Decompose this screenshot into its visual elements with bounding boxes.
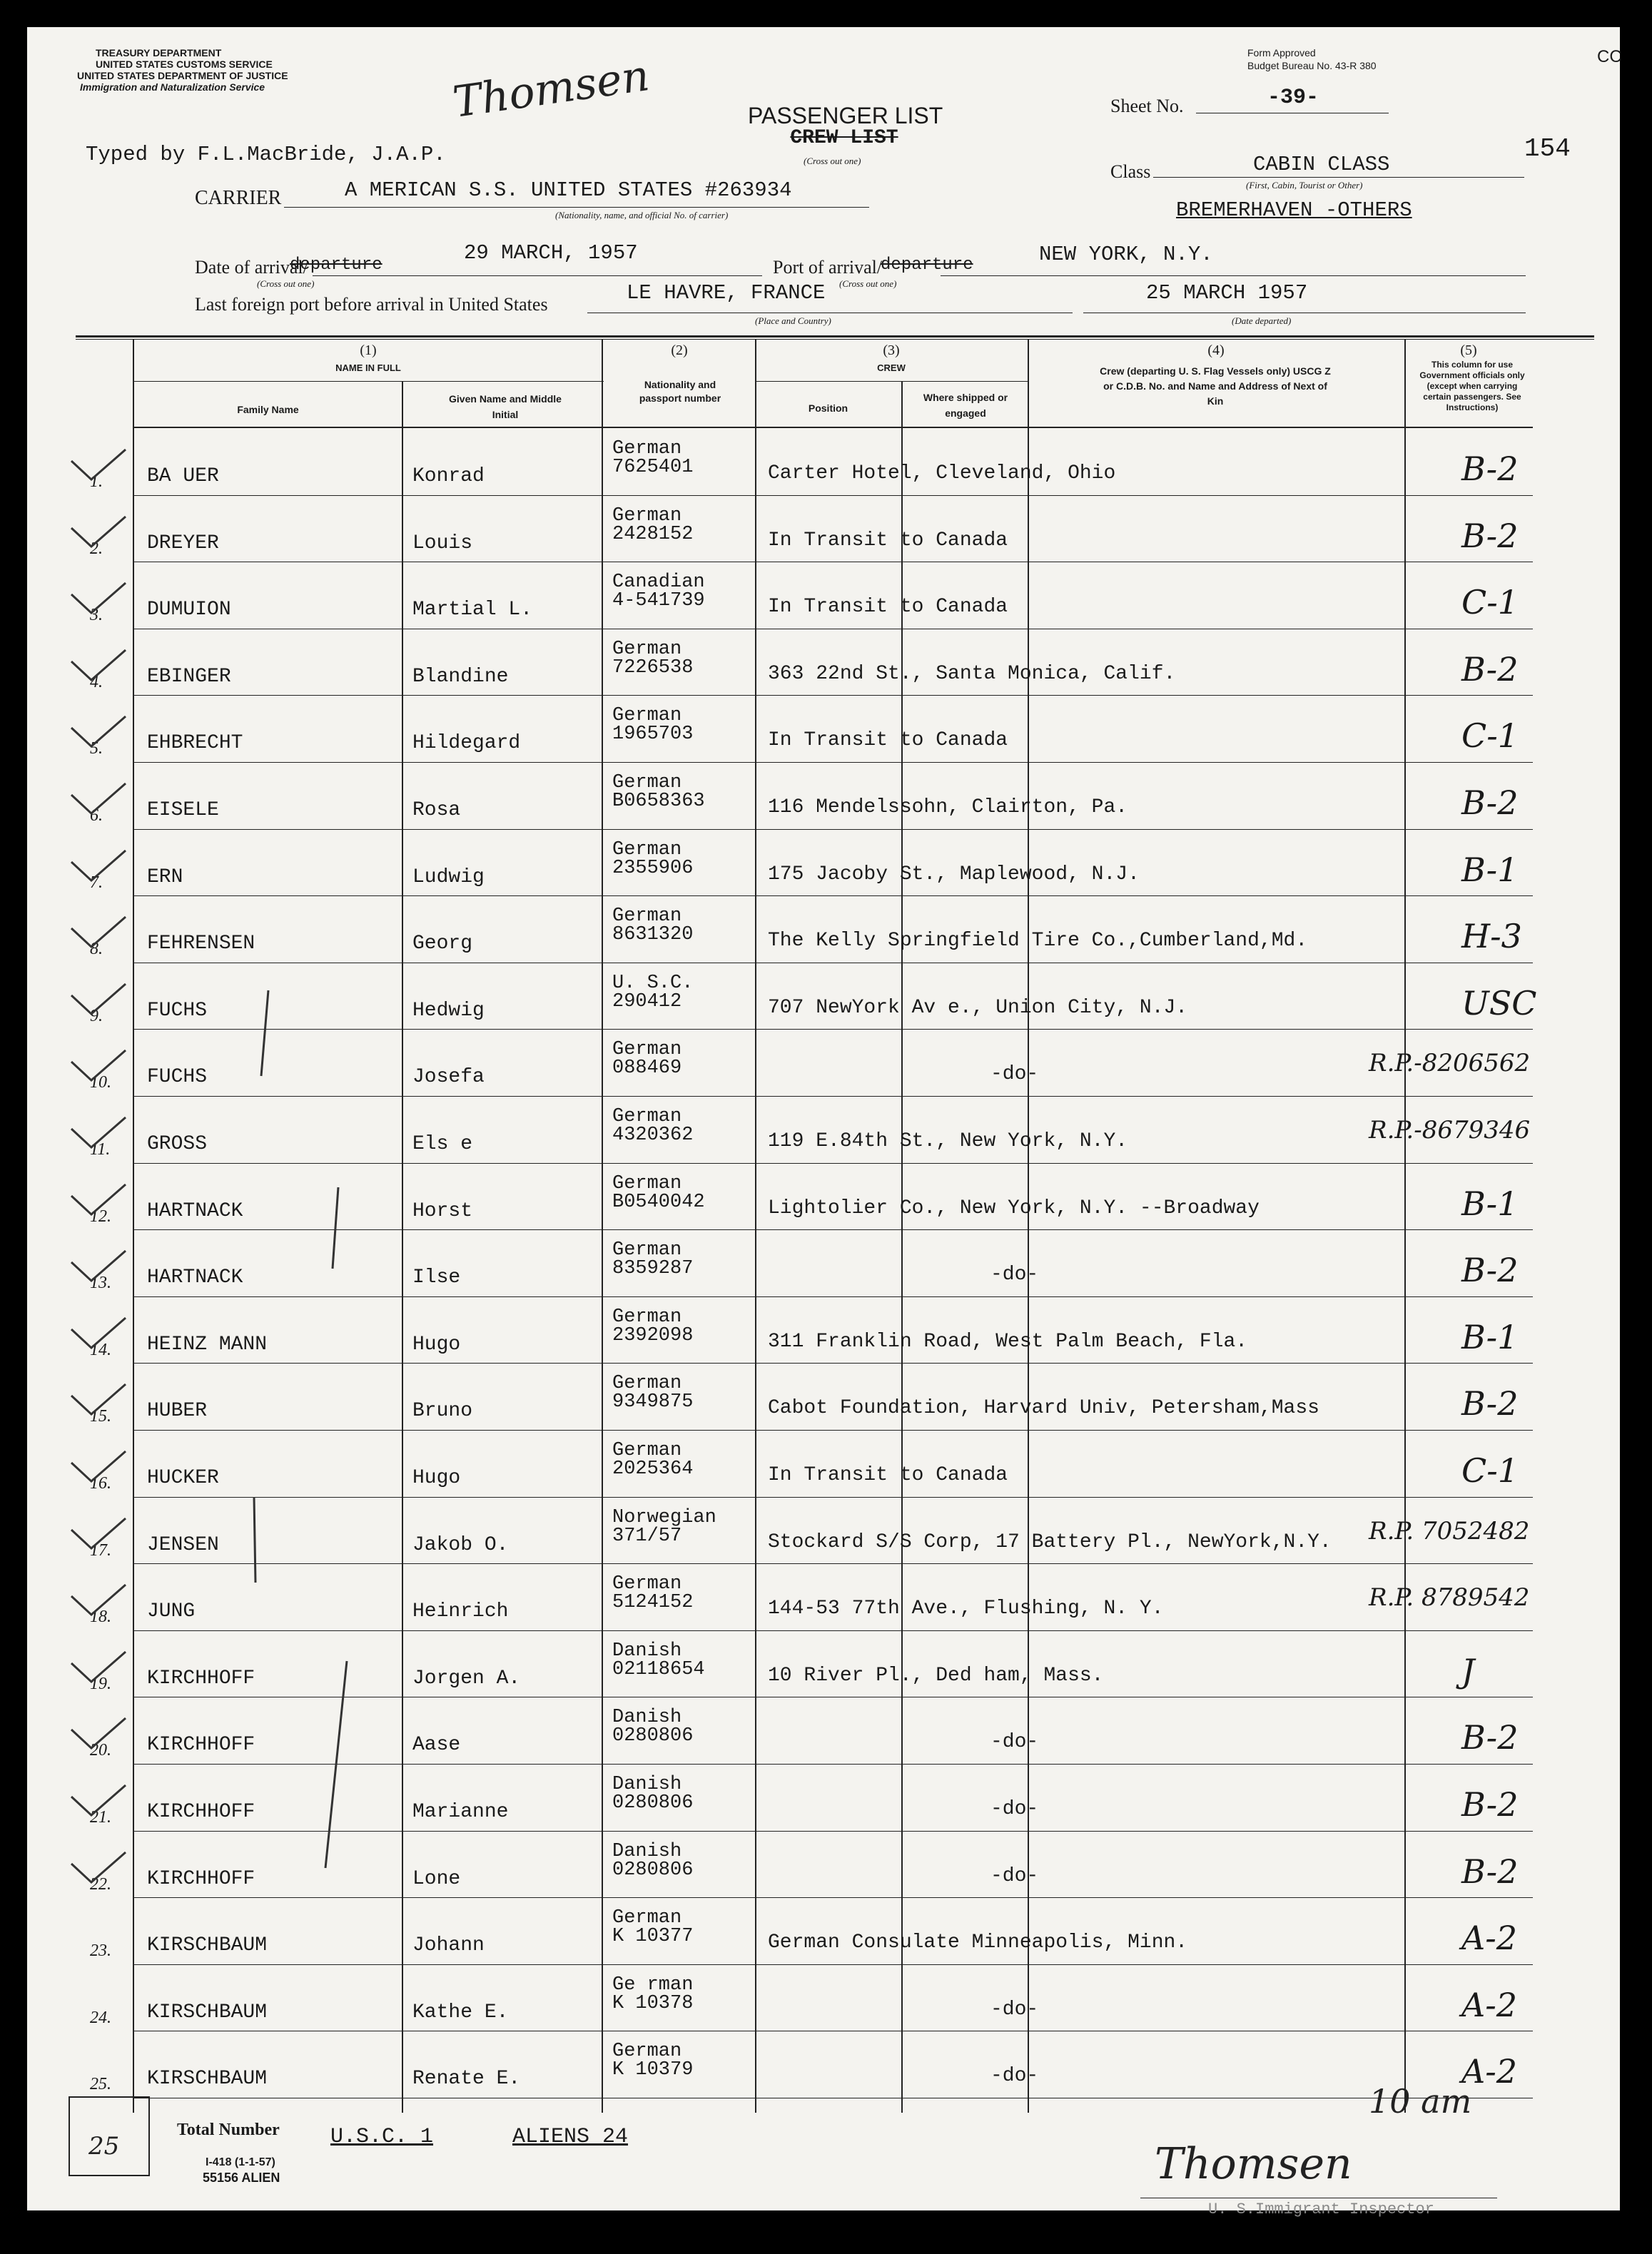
row-number: 3.	[90, 606, 103, 625]
row-number: 2.	[90, 539, 103, 558]
pencil-marks	[27, 27, 1620, 2210]
row-number: 14.	[90, 1340, 111, 1359]
pencil-tick	[254, 1497, 255, 1583]
given-name: Renate E.	[412, 2068, 521, 2091]
passport-number: 0280806	[612, 1859, 694, 1881]
passport-number: K 10379	[612, 2059, 694, 2081]
address: Stockard S/S Corp, 17 Battery Pl., NewYork,N.Y.	[768, 1530, 1332, 1553]
col4-title: Crew (departing U. S. Flag Vessels only) USCG Z or C.D.B. No. and Name and Address of Next of Kin	[1100, 365, 1331, 407]
family-name: KIRSCHBAUM	[147, 1934, 268, 1957]
nationality: Ge rman	[612, 1974, 694, 1996]
family-name: KIRCHHOFF	[147, 1734, 255, 1757]
admission-code: B-2	[1461, 649, 1519, 689]
admission-code: USC	[1461, 983, 1537, 1022]
col-where-shipped: Where shipped or engaged	[923, 392, 1008, 419]
passenger-list-sheet	[27, 27, 1622, 2218]
given-name: Jorgen A.	[412, 1667, 521, 1690]
admission-code: A-2	[1461, 1985, 1518, 2024]
given-name: Josefa	[412, 1066, 485, 1089]
class-value: CABIN CLASS	[1253, 153, 1390, 176]
passport-number: 2355906	[612, 857, 694, 879]
col-family-name: Family Name	[237, 404, 299, 415]
row-number: 20.	[90, 1741, 111, 1760]
row-number: 12.	[90, 1207, 111, 1226]
given-name: Aase	[412, 1734, 461, 1757]
given-name: Ilse	[412, 1266, 461, 1289]
last-port-label: Last foreign port before arrival in United States	[195, 294, 548, 315]
row-number: 15.	[90, 1407, 111, 1426]
given-name: Els e	[412, 1133, 473, 1155]
passport-number: 2392098	[612, 1324, 694, 1346]
last-port-caption: (Place and Country)	[755, 315, 831, 326]
given-name: Konrad	[412, 465, 485, 487]
arrival-label: Date of arrival/	[195, 257, 308, 278]
typed-by: Typed by F.L.MacBride, J.A.P.	[86, 143, 446, 166]
address-ditto: -do-	[990, 1998, 1039, 2021]
nationality: German	[612, 1106, 682, 1127]
nationality: German	[612, 705, 682, 727]
given-name: Jakob O.	[412, 1533, 509, 1556]
family-name: DREYER	[147, 532, 219, 554]
given-name: Heinrich	[412, 1600, 509, 1623]
passport-number: 8359287	[612, 1258, 694, 1280]
given-name: Rosa	[412, 799, 461, 821]
carrier-label: CARRIER	[195, 187, 282, 209]
row-number: 6.	[90, 806, 103, 825]
time-note: 10 am	[1369, 2082, 1472, 2121]
row-number: 16.	[90, 1474, 111, 1493]
row-number: 1.	[90, 472, 103, 491]
nationality: German	[612, 2041, 682, 2063]
address: 119 E.84th St., New York, N.Y.	[768, 1130, 1128, 1152]
form-approved: Form Approved	[1247, 47, 1316, 59]
given-name: Georg	[412, 933, 473, 955]
address: In Transit to Canada	[768, 729, 1008, 752]
family-name: HUBER	[147, 1400, 208, 1423]
nationality: U. S.C.	[612, 972, 694, 994]
class-caption: (First, Cabin, Tourist or Other)	[1246, 180, 1363, 191]
passport-number: 4320362	[612, 1125, 694, 1146]
admission-code: C-1	[1461, 716, 1519, 756]
row-number: 25.	[90, 2075, 111, 2094]
passport-number: 0280806	[612, 1725, 694, 1747]
group-note: BREMERHAVEN -OTHERS	[1176, 198, 1412, 222]
nationality: German	[612, 1573, 682, 1595]
address: 363 22nd St., Santa Monica, Calif.	[768, 662, 1176, 685]
family-name: KIRSCHBAUM	[147, 2068, 268, 2091]
admission-code: J	[1461, 1651, 1475, 1690]
passport-number: 2025364	[612, 1458, 694, 1480]
row-number: 8.	[90, 940, 103, 959]
agency-line: UNITED STATES DEPARTMENT OF JUSTICE	[77, 70, 288, 81]
form-title-struck: CREW LIST	[790, 127, 898, 149]
nationality: Danish	[612, 1707, 682, 1729]
nationality: Canadian	[612, 572, 705, 594]
col-given-name: Given Name and Middle Initial	[449, 393, 562, 420]
family-name: ERN	[147, 865, 183, 888]
given-name: Kathe E.	[412, 2001, 509, 2024]
admission-code: C-1	[1461, 583, 1519, 622]
address: 116 Mendelssohn, Clairton, Pa.	[768, 796, 1128, 818]
arrival-struck: departure	[290, 255, 382, 275]
col4-number: (4)	[1207, 342, 1225, 358]
signature-top: Thomsen	[450, 51, 653, 128]
family-name: HARTNACK	[147, 1199, 243, 1222]
family-name: KIRCHHOFF	[147, 1667, 255, 1690]
row-number: 5.	[90, 739, 103, 758]
nationality: German	[612, 1039, 682, 1061]
row-number: 19.	[90, 1674, 111, 1693]
admission-code: B-2	[1461, 516, 1519, 555]
admission-code: B-2	[1461, 1852, 1519, 1891]
row-number: 21.	[90, 1808, 111, 1827]
passport-number: 8631320	[612, 924, 694, 946]
last-port-value: LE HAVRE, FRANCE	[627, 281, 826, 305]
total-usc: U.S.C. 1	[330, 2125, 434, 2149]
given-name: Martial L.	[412, 599, 533, 621]
passport-number: K 10378	[612, 1992, 694, 2014]
family-name: KIRSCHBAUM	[147, 2001, 268, 2024]
nationality: German	[612, 1440, 682, 1461]
nationality: Danish	[612, 1840, 682, 1862]
col1-title: NAME IN FULL	[335, 362, 401, 373]
admission-code: B-2	[1461, 1251, 1519, 1290]
row-number: 7.	[90, 873, 103, 892]
nationality: Danish	[612, 1640, 682, 1662]
given-name: Hugo	[412, 1467, 461, 1489]
given-name: Hildegard	[412, 732, 521, 755]
given-name: Blandine	[412, 665, 509, 688]
address: 144-53 77th Ave., Flushing, N. Y.	[768, 1598, 1164, 1620]
col3-number: (3)	[883, 342, 900, 358]
given-name: Louis	[412, 532, 473, 554]
address-ditto: -do-	[990, 1063, 1039, 1086]
family-name: DUMUION	[147, 599, 231, 621]
pencil-tick	[261, 990, 268, 1076]
form-title: PASSENGER LIST	[748, 103, 943, 128]
passport-number: K 10377	[612, 1926, 694, 1948]
family-name: HEINZ MANN	[147, 1333, 268, 1356]
row-number: 24.	[90, 2008, 111, 2027]
given-name: Johann	[412, 1934, 485, 1957]
arrival-caption: (Cross out one)	[257, 278, 315, 289]
agency-line: TREASURY DEPARTMENT	[96, 47, 222, 59]
admission-code: B-1	[1461, 850, 1519, 889]
passport-number: B0540042	[612, 1191, 705, 1213]
admission-code: A-2	[1461, 2052, 1518, 2091]
address-ditto: -do-	[990, 1731, 1039, 1754]
admission-code: R.P.-8679346	[1369, 1116, 1531, 1144]
admission-code: B-2	[1461, 783, 1519, 822]
address: 311 Franklin Road, West Palm Beach, Fla.	[768, 1330, 1248, 1353]
nationality: German	[612, 638, 682, 660]
address: Carter Hotel, Cleveland, Ohio	[768, 462, 1116, 484]
budget-bureau: Budget Bureau No. 43-R 380	[1247, 60, 1377, 71]
address: German Consulate Minneapolis, Minn.	[768, 1931, 1188, 1954]
address: 175 Jacoby St., Maplewood, N.J.	[768, 863, 1140, 885]
passport-number: 02118654	[612, 1658, 705, 1680]
passport-number: 088469	[612, 1057, 682, 1080]
col3-title: CREW	[877, 362, 906, 373]
col2-title: Nationality and passport number	[639, 379, 721, 404]
family-name: BA UER	[147, 465, 219, 487]
nationality: German	[612, 1172, 682, 1194]
page-number: 154	[1524, 134, 1571, 163]
given-name: Hedwig	[412, 999, 485, 1022]
carrier-caption: (Nationality, name, and official No. of carrier)	[555, 210, 729, 220]
admission-code: B-2	[1461, 1384, 1519, 1423]
total-label: Total Number	[177, 2121, 280, 2139]
family-name: EISELE	[147, 799, 219, 821]
inspector-signature: Thomsen	[1155, 2139, 1352, 2189]
address-ditto: -do-	[990, 1798, 1039, 1820]
address: In Transit to Canada	[768, 1464, 1008, 1486]
address: Cabot Foundation, Harvard Univ, Petersham,Mass	[768, 1397, 1319, 1420]
passport-number: 371/57	[612, 1525, 682, 1547]
address-ditto: -do-	[990, 2065, 1039, 2088]
title-caption: (Cross out one)	[804, 156, 861, 166]
col2-number: (2)	[671, 342, 688, 358]
given-name: Bruno	[412, 1400, 473, 1423]
col5-title: This column for use Government officials only (except when carrying certain passengers. See Instructions)	[1419, 360, 1525, 412]
admission-code: B-2	[1461, 450, 1519, 488]
given-name: Lone	[412, 1867, 461, 1890]
admission-code: B-1	[1461, 1317, 1519, 1356]
port-caption: (Cross out one)	[839, 278, 897, 289]
given-name: Ludwig	[412, 865, 485, 888]
given-name: Marianne	[412, 1801, 509, 1823]
nationality: Danish	[612, 1774, 682, 1795]
admission-code: R.P. 8789542	[1369, 1583, 1530, 1613]
col-position: Position	[808, 402, 848, 414]
family-name: FEHRENSEN	[147, 933, 255, 955]
row-number: 11.	[90, 1140, 111, 1159]
arrival-date: 29 MARCH, 1957	[464, 241, 638, 265]
given-name: Hugo	[412, 1333, 461, 1356]
given-name: Horst	[412, 1199, 473, 1222]
row-number: 9.	[90, 1006, 103, 1025]
admission-code: R.P. 7052482	[1369, 1516, 1530, 1545]
passport-number: 7226538	[612, 656, 694, 679]
family-name: FUCHS	[147, 1066, 208, 1089]
address: Lightolier Co., New York, N.Y. --Broadway	[768, 1197, 1260, 1219]
row-number: 4.	[90, 672, 103, 691]
family-name: KIRCHHOFF	[147, 1867, 255, 1890]
nationality: German	[612, 504, 682, 527]
nationality: German	[612, 772, 682, 793]
nationality: German	[612, 438, 682, 460]
nationality: Norwegian	[612, 1506, 716, 1528]
address: In Transit to Canada	[768, 529, 1008, 552]
total-aliens: ALIENS 24	[512, 2125, 629, 2149]
address-ditto: -do-	[990, 1264, 1039, 1286]
row-number: 10.	[90, 1073, 111, 1092]
passport-number: 290412	[612, 990, 682, 1012]
address: The Kelly Springfield Tire Co.,Cumberland,Md.	[768, 930, 1308, 953]
passport-number: 9349875	[612, 1391, 694, 1413]
col1-number: (1)	[360, 342, 377, 358]
port-label: Port of arrival/	[773, 257, 883, 278]
admission-code: A-2	[1461, 1919, 1518, 1958]
total-box-value: 25	[88, 2132, 120, 2161]
family-name: EBINGER	[147, 665, 231, 688]
address: 10 River Pl., Ded ham, Mass.	[768, 1664, 1104, 1687]
nationality: German	[612, 1239, 682, 1261]
admission-code: C-1	[1461, 1451, 1519, 1490]
nationality: German	[612, 1373, 682, 1395]
sheet-label: Sheet No.	[1110, 96, 1184, 116]
passport-number: B0658363	[612, 791, 705, 812]
row-number: 22.	[90, 1874, 111, 1894]
admission-code: B-2	[1461, 1718, 1519, 1757]
passport-number: 5124152	[612, 1592, 694, 1614]
family-name: JUNG	[147, 1600, 196, 1623]
form-number: I-418 (1-1-57)	[206, 2156, 275, 2168]
family-name: HARTNACK	[147, 1266, 243, 1289]
family-name: HUCKER	[147, 1467, 219, 1489]
pencil-tick	[325, 1661, 347, 1868]
sheet-number: -39-	[1267, 86, 1319, 110]
inspector-label: U. S.Immigrant Inspector	[1208, 2200, 1434, 2218]
port-value: NEW YORK, N.Y.	[1039, 243, 1213, 266]
agency-line: Immigration and Naturalization Service	[80, 81, 265, 93]
row-number: 13.	[90, 1274, 111, 1293]
nationality: German	[612, 1306, 682, 1328]
family-name: KIRCHHOFF	[147, 1801, 255, 1823]
family-name: GROSS	[147, 1133, 208, 1155]
nationality: German	[612, 1907, 682, 1929]
row-number: 23.	[90, 1941, 111, 1961]
col5-number: (5)	[1460, 342, 1477, 358]
passport-number: 1965703	[612, 724, 694, 746]
family-name: EHBRECHT	[147, 732, 243, 755]
departed-caption: (Date departed)	[1232, 315, 1292, 326]
corner-mark: CC	[1597, 47, 1622, 66]
admission-code: B-2	[1461, 1785, 1519, 1824]
departed-value: 25 MARCH 1957	[1146, 281, 1308, 305]
admission-code: H-3	[1461, 917, 1522, 956]
nationality: German	[612, 838, 682, 861]
address-ditto: -do-	[990, 1864, 1039, 1887]
passport-number: 4-541739	[612, 590, 705, 612]
passport-number: 7625401	[612, 457, 694, 478]
row-number: 18.	[90, 1608, 111, 1627]
admission-code: B-1	[1461, 1184, 1519, 1223]
pencil-tick	[333, 1187, 338, 1269]
nationality: German	[612, 905, 682, 928]
form-alien: 55156 ALIEN	[203, 2171, 280, 2185]
carrier-value: A MERICAN S.S. UNITED STATES #263934	[345, 178, 792, 202]
admission-code: R.P.-8206562	[1369, 1049, 1531, 1078]
passport-number: 0280806	[612, 1792, 694, 1814]
address: In Transit to Canada	[768, 596, 1008, 619]
row-number: 17.	[90, 1540, 111, 1560]
family-name: JENSEN	[147, 1533, 219, 1556]
family-name: FUCHS	[147, 999, 208, 1022]
port-struck: departure	[881, 255, 973, 275]
class-label: Class	[1110, 161, 1151, 182]
passport-number: 2428152	[612, 523, 694, 545]
address: 707 NewYork Av e., Union City, N.J.	[768, 996, 1188, 1019]
agency-line: UNITED STATES CUSTOMS SERVICE	[96, 59, 273, 70]
